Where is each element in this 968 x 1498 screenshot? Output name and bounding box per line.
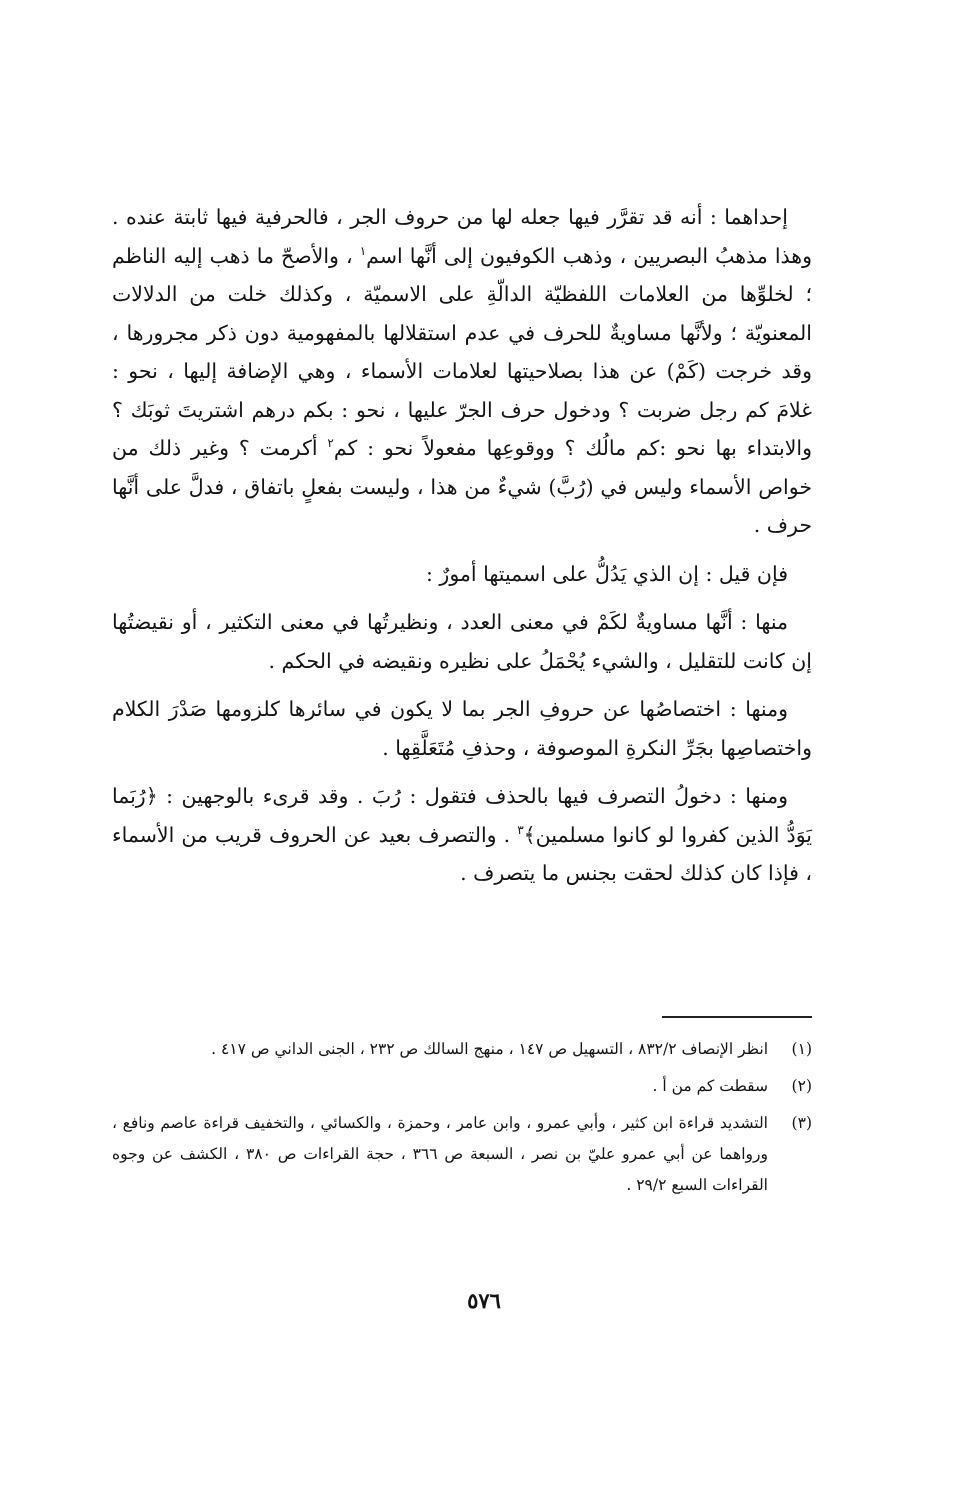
- paragraph: [112, 777, 812, 893]
- paragraph-text: فإن قيل : إن الذي يَدُلُّ على اسميتها أمورٌ :: [426, 561, 788, 586]
- footnote: [112, 1034, 812, 1065]
- paragraph-text: ومنها : اختصاصُها عن حروفِ الجر بما لا يكون في سائرها كلزومها صَدْرَ الكلام واختصاصِها بجَرِّ النكرةِ الموصوفة ، وحذفِ مُتَعَلَّقِها .: [112, 697, 812, 760]
- main-text: [112, 198, 812, 893]
- footnote-number: (٢): [791, 1077, 812, 1095]
- paragraph-text: . والتصرف بعيد عن الحروف قريب من الأسماء ، فإذا كان كذلك لحقت بجنس ما يتصرف .: [112, 822, 812, 885]
- paragraph: [112, 198, 812, 545]
- paragraph-text: منها : أنَّها مساويةٌ لكَمْ في معنى العدد ، ونظيرتُها في معنى التكثير ، أو نقيضتُها إن كانت للتقليل ، والشيء يُحْمَلُ على نظيره ونقيضه في الحكم .: [112, 610, 812, 673]
- footnote-text: سقطت كم من أ .: [652, 1077, 768, 1095]
- footnote-number: (٣): [791, 1114, 812, 1132]
- paragraph-text: ، والأصحّ ما ذهب إليه الناظم ؛ لخلوِّها من العلامات اللفظيّة الدالّةِ على الاسميّة ، وكذلك خلت من الدلالات المعنويّة ؛ ولأنَّها مساويةٌ للحرف في عدم استقلالها بالمفهومية دون ذكر مجرورها ، وقد خرجت (كَمْ) عن هذا بصلاحيتها لعلامات الأسماء ، وهي الإضافة إليها ، نحو : غلامَ كم رجل ضربت ؟ ودخول حرف الجرّ عليها ، نحو : بكم درهم اشتريتَ ثوبَك ؟ والابتداء بها نحو :كم مالُك ؟ ووقوعِها مفعولاً نحو : كم: [112, 243, 812, 460]
- page-number: ٥٧٦: [467, 1288, 501, 1313]
- paragraph-text: أكرمت ؟ وغير ذلك من خواص الأسماء وليس في (رُبَّ) شيءٌ من هذا ، وليست بفعلٍ باتفاق ، فدلَّ على أنَّها حرف .: [112, 436, 812, 537]
- footnote-marker: ١: [359, 243, 367, 258]
- footnote-marker: ٢: [327, 436, 334, 451]
- footnote-text: انظر الإنصاف ٨٣٢/٢ ، التسهيل ص ١٤٧ ، منهج السالك ص ٢٣٢ ، الجنى الداني ص ٤١٧ .: [211, 1040, 768, 1058]
- paragraph-text: ومنها : دخولُ التصرف فيها بالحذف فتقول : رُبَ . وقد قرىء بالوجهين : ﴿رُبَما يَوَدُّ الذين كفروا لو كانوا مسلمين﴾: [112, 784, 812, 847]
- paragraph-text: إحداهما : أنه قد تقرَّر فيها جعله لها من حروف الجر ، فالحرفية فيها ثابتة عنده . وهذا مذهبُ البصريين ، وذهب الكوفيون إلى أنَّها اسم: [112, 205, 813, 268]
- footnote: [112, 1108, 812, 1201]
- footnote: [112, 1071, 812, 1102]
- footnote-separator: [662, 1016, 812, 1018]
- footnotes: [112, 1034, 812, 1207]
- paragraph: [112, 555, 812, 594]
- footnote-marker: ٣: [517, 822, 524, 837]
- footnote-text: التشديد قراءة ابن كثير ، وأبي عمرو ، وابن عامر ، وحمزة ، والكسائي ، والتخفيف قراءة عاصم ونافع ، ورواهما عن أبي عمرو عليّ بن نصر ، السبعة ص ٣٦٦ ، حجة القراءات ص ٣٨٠ ، الكشف عن وجوه القراءات السبع ٢٩/٢ .: [112, 1114, 768, 1194]
- paragraph: [112, 603, 812, 680]
- footnote-number: (١): [791, 1040, 812, 1058]
- paragraph: [112, 690, 812, 767]
